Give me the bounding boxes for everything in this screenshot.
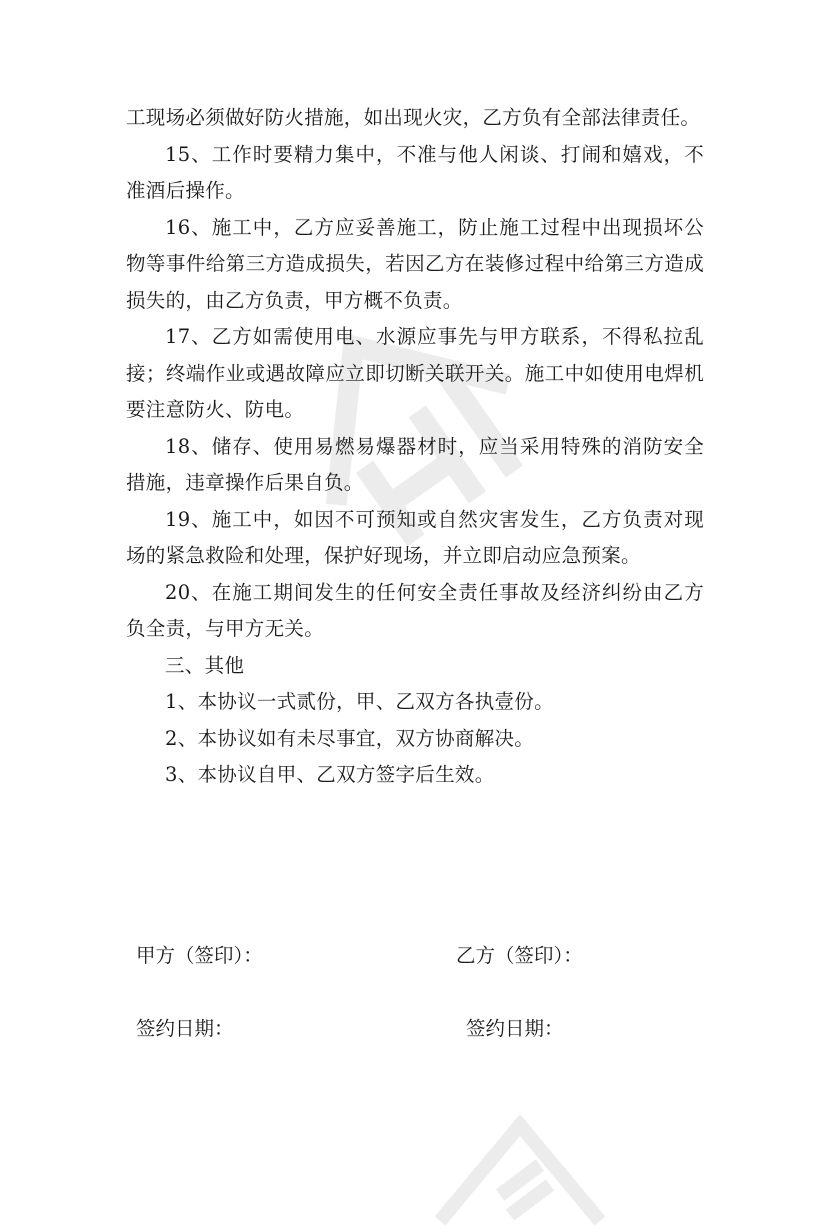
clause-16: 16、施工中，乙方应妥善施工，防止施工过程中出现损坏公物等事件给第三方造成损失，若因乙方在装修过程中给第三方造成损失的，由乙方负责，甲方概不负责。 [126,215,704,312]
clause-17: 17、乙方如需使用电、水源应事先与甲方联系，不得私拉乱接；终端作业或遇故障应立即切断关联开关。施工中如使用电焊机要注意防火、防电。 [126,325,704,421]
party-b-signature-label: 乙方（签印）： [456,944,583,967]
section-heading-other: 三、其他 [165,653,245,677]
clause-15: 15、工作时要精力集中，不准与他人闲谈、打闹和嬉戏，不准酒后操作。 [126,142,704,202]
clause-19: 19、施工中，如因不可预知或自然灾害发生，乙方负责对现场的紧急救险和处理，保护好现场，并立即启动应急预案。 [126,507,704,567]
document-body [126,100,704,794]
clause-20: 20、在施工期间发生的任何安全责任事故及经济纠纷由乙方负全责，与甲方无关。 [126,580,704,640]
other-item-3: 3、本协议自甲、乙双方签字后生效。 [165,763,495,786]
party-a-date-label: 签约日期： [136,1017,234,1040]
watermark-logo-bottom [420,1105,620,1225]
party-b-date-label: 签约日期： [466,1017,564,1040]
clause-18: 18、储存、使用易燃易爆器材时，应当采用特殊的消防安全措施，违章操作后果自负。 [126,434,704,494]
party-a-signature-label: 甲方（签印）： [136,944,263,967]
other-item-2: 2、本协议如有未尽事宜，双方协商解决。 [165,726,535,750]
paragraph-fire-safety: 工现场必须做好防火措施，如出现火灾，乙方负有全部法律责任。 [126,106,701,129]
other-item-1: 1、本协议一式贰份，甲、乙双方各执壹份。 [165,690,554,713]
